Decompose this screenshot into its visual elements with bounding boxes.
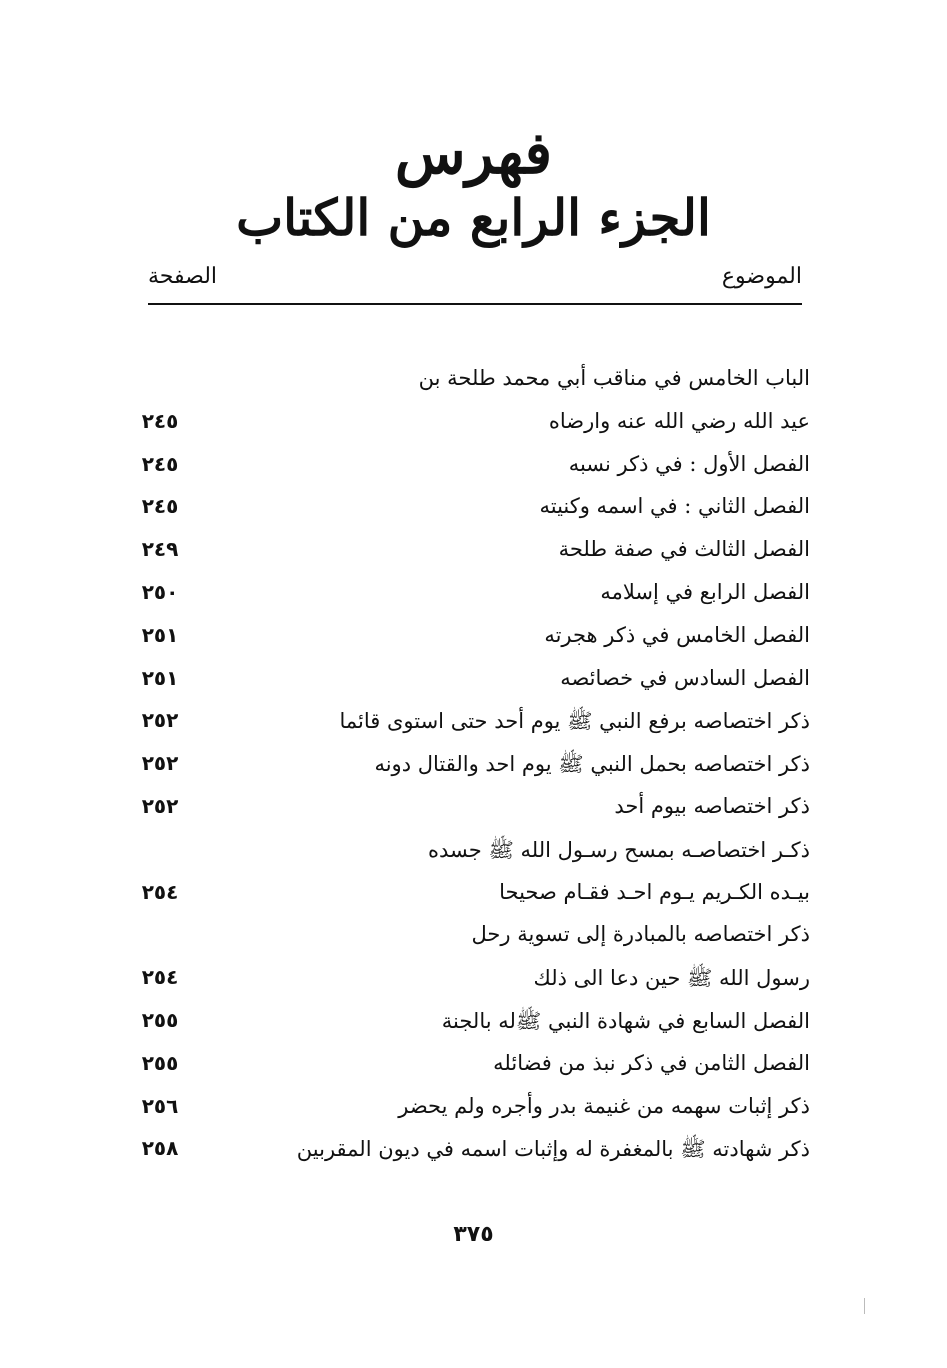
toc-entry xyxy=(130,702,810,745)
toc-entry-topic: الفصل الثالث في صفة طلحة xyxy=(558,537,810,562)
toc-entry-page: ٢٥١ xyxy=(141,622,179,647)
toc-entry xyxy=(130,531,810,574)
column-header-row xyxy=(148,260,802,300)
toc-entry xyxy=(130,1002,810,1045)
toc-entry xyxy=(130,1130,810,1173)
toc-entry-page: ٢٤٥ xyxy=(141,408,179,433)
toc-entry xyxy=(130,446,810,489)
toc-entry xyxy=(130,1045,810,1088)
toc-entry-topic: الفصل الثاني : في اسمه وكنيته xyxy=(539,494,810,519)
toc-entry-page: ٢٤٥ xyxy=(141,451,179,476)
toc-entry-page: ٢٤٥ xyxy=(141,494,179,519)
toc-entry-page: ٢٥٤ xyxy=(141,879,179,904)
topic-column-header: الموضوع xyxy=(721,264,802,289)
toc-entry xyxy=(130,617,810,660)
toc-entry-topic: ذكر اختصاصه بيوم أحد xyxy=(614,793,810,818)
toc-entry xyxy=(130,916,810,959)
toc-entry xyxy=(130,874,810,917)
toc-entry-page: ٢٥٨ xyxy=(141,1136,179,1161)
toc-entry-topic: الفصل الرابع في إسلامه xyxy=(600,579,810,604)
toc-entry-page: ٢٥٦ xyxy=(141,1093,179,1118)
toc-entry xyxy=(130,488,810,531)
toc-entry-topic: ذكر شهادته ﷺ بالمغفرة له وإثبات اسمه في ديون المقربين xyxy=(296,1137,810,1162)
toc-entry xyxy=(130,788,810,831)
toc-entry-topic: ذكر إثبات سهمه من غنيمة بدر وأجره ولم يحضر xyxy=(398,1093,810,1118)
toc-entry-topic: الفصل السابع في شهادة النبي ﷺله بالجنة xyxy=(441,1008,810,1033)
toc-entry-topic: ذكر اختصاصه بالمبادرة إلى تسوية رحل xyxy=(471,922,810,947)
toc-entry-topic: الفصل الثامن في ذكر نبذ من فضائله xyxy=(493,1050,810,1075)
toc-entry-topic: ذكر اختصاصه برفع النبي ﷺ يوم أحد حتى استوى قائما xyxy=(339,709,810,734)
toc-entry-page: ٢٥١ xyxy=(141,665,179,690)
toc-entry-page: ٢٥٢ xyxy=(141,751,179,776)
toc-entry xyxy=(130,959,810,1002)
toc-entry-topic: ذكـر اختصاصـه بمسح رسـول الله ﷺ جسده xyxy=(428,837,810,862)
page-number: ٣٧٥ xyxy=(453,1222,494,1247)
toc-entry-page: ٢٥٥ xyxy=(141,1050,179,1075)
toc-entry xyxy=(130,1088,810,1131)
toc-entry-page: ٢٤٩ xyxy=(141,537,179,562)
toc-entry-topic: الباب الخامس في مناقب أبي محمد طلحة بن xyxy=(418,366,810,390)
scan-edge-mark xyxy=(864,1298,865,1314)
toc-entry-page: ٢٥٢ xyxy=(141,708,179,733)
toc-entry-topic: بيـده الكـريم يـوم احـد فقـام صحيحا xyxy=(499,879,810,904)
index-title: فهرس xyxy=(394,119,553,187)
toc-entry-topic: الفصل الخامس في ذكر هجرته xyxy=(544,622,810,647)
toc-entry xyxy=(130,403,810,446)
toc-entry xyxy=(130,574,810,617)
toc-entry-topic: رسول الله ﷺ حين دعا الى ذلك xyxy=(533,966,810,991)
toc-entry-topic: الفصل السادس في خصائصه xyxy=(560,665,810,690)
header-divider xyxy=(148,303,802,305)
toc-entry xyxy=(130,831,810,874)
toc-entry-page: ٢٥٠ xyxy=(141,579,179,604)
toc-entry xyxy=(130,360,810,403)
page-column-header: الصفحة xyxy=(148,264,218,289)
toc-entry-page: ٢٥٤ xyxy=(141,965,179,990)
toc-entry-page: ٢٥٥ xyxy=(141,1007,179,1032)
toc-entry xyxy=(130,660,810,703)
toc-entry xyxy=(130,745,810,788)
index-subtitle: الجزء الرابع من الكتاب xyxy=(236,188,711,247)
toc-entry-topic: ذكر اختصاصه بحمل النبي ﷺ يوم احد والقتال دونه xyxy=(374,752,810,777)
toc-entry-page: ٢٥٢ xyxy=(141,793,179,818)
table-of-contents xyxy=(130,360,810,1173)
toc-entry-topic: الفصل الأول : في ذكر نسبه xyxy=(568,451,810,476)
toc-entry-topic: عيد الله رضي الله عنه وارضاه xyxy=(548,408,810,433)
